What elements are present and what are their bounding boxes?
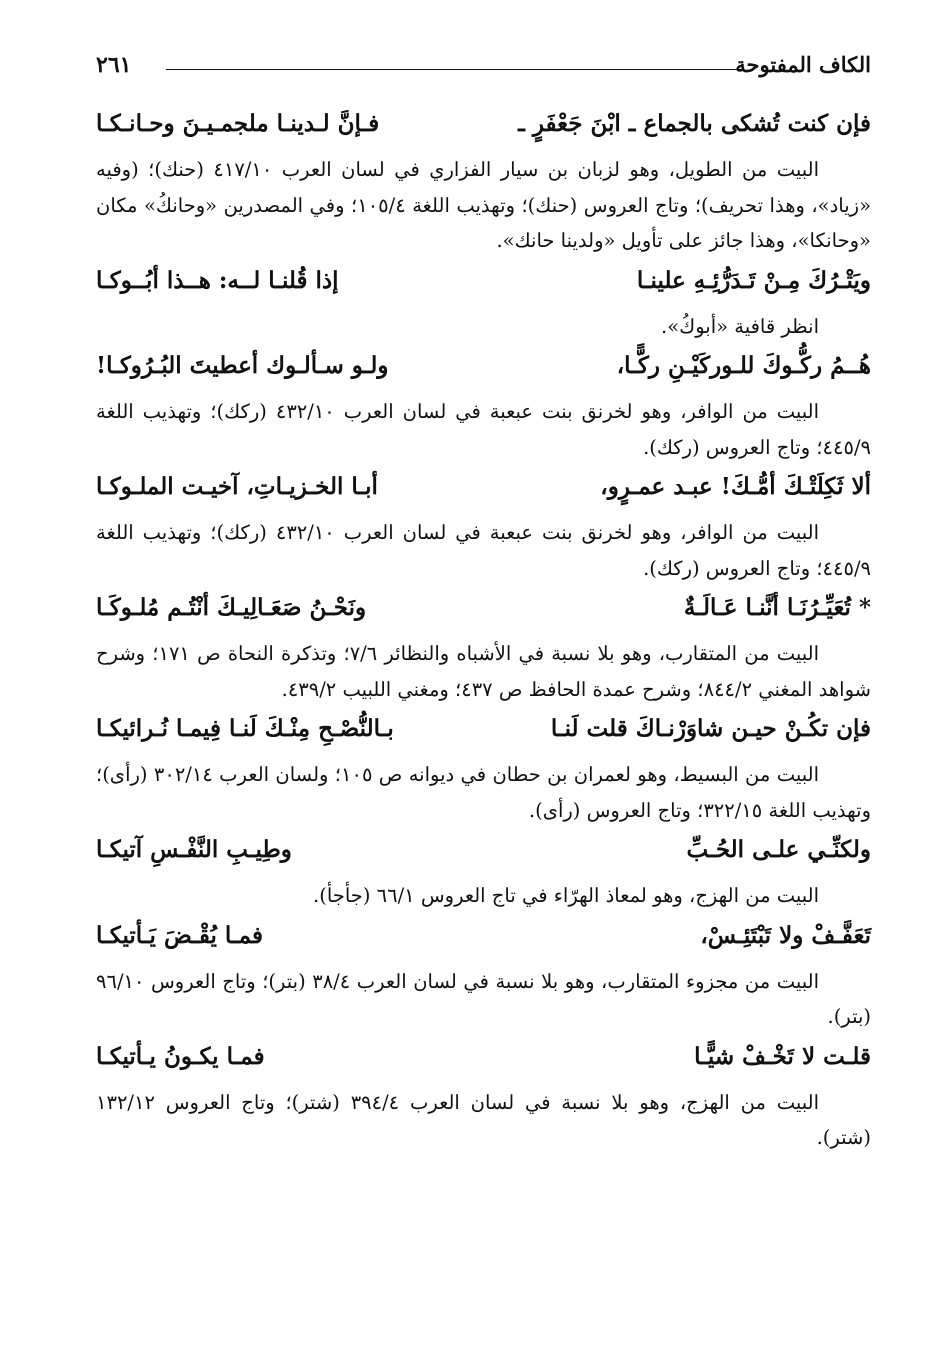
verse: [96, 106, 871, 152]
running-title: الكاف المفتوحة: [735, 52, 871, 77]
first-hemistich: ألا ثَكِلَتْـكَ أمُّـكَ! عبـد عمـرٍو،: [600, 473, 871, 500]
page-number: ٢٦١: [96, 52, 132, 78]
first-hemistich: فإن كنت تُشكى بالجماع ـ ابْنَ جَعْفَرٍ ـ: [518, 110, 871, 137]
verse: [96, 711, 871, 757]
verse-note: البيت من المتقارب، وهو بلا نسبة في الأشباه والنظائر ٧/٦؛ وتذكرة النحاة ص ١٧١؛ وشرح شواهد المغني ٨٤٤/٢؛ وشرح عمدة الحافظ ص ٤٣٧؛ ومغني اللبيب ٤٣٩/٢.: [96, 642, 871, 701]
page-header: [96, 52, 871, 82]
verse: [96, 1039, 871, 1085]
first-hemistich: قلـت لا تَخْـفْ شيًّـا: [694, 1042, 871, 1070]
verse-note: انظر قافية «أبوكُ».: [661, 314, 819, 338]
second-hemistich: فـإنَّ لـدينـا ملجمـيـنَ وحـانـكـا: [96, 110, 380, 137]
second-hemistich: ونَحْـنُ صَعَـالِيـكَ أنْتُـم مُلـوكَـا: [96, 594, 367, 621]
second-hemistich: بـالنُّصْـحِ مِنْـكَ لَنـا فِيمـا نُـرائيكـا: [96, 715, 394, 742]
verse: [96, 469, 871, 515]
verse: [96, 348, 871, 394]
verse: [96, 918, 871, 964]
verse: [96, 832, 871, 878]
second-hemistich: إذا قُلنـا لــه: هــذا أبُــوكـا: [96, 266, 339, 294]
first-hemistich: تَعَفَّـفْ ولا تَبْتَئِـسْ،: [700, 921, 871, 949]
verse-note: البيت من الوافر، وهو لخرنق بنت عبعبة في لسان العرب ٤٣٢/١٠ (ركك)؛ وتهذيب اللغة ٤٤٥/٩؛ وتاج العروس (ركك).: [96, 400, 871, 459]
verse-note: البيت من الطويل، وهو لزبان بن سيار الفزاري في لسان العرب ٤١٧/١٠ (حنك)؛ (وفيه «زياد»، وهذا تحريف)؛ وتاج العروس (حنك)؛ وتهذيب اللغة ١٠٥/٤؛ وفي المصدرين «وحانكُ» مكان «وحانكا»، وهذا جائز على تأويل «ولدينا حانك».: [96, 158, 872, 252]
header-rule: [166, 69, 743, 70]
first-hemistich: فإن تكُـنْ حيـن شاوَرْنـاكَ قلت لَنـا: [550, 715, 871, 742]
first-hemistich: ولكنِّـي علـى الحُـبِّ: [686, 836, 871, 863]
first-hemistich: ويَتْـرُكَ مِـنْ تَـدَرُّئِـهِ علينـا: [636, 266, 871, 294]
second-hemistich: أبـا الخـزيـاتِ، آخيـت الملـوكـا: [96, 473, 378, 500]
second-hemistich: فمـا يكـونُ يـأتيكـا: [96, 1042, 265, 1070]
second-hemistich: فمـا يُقْـضَ يَـأتيكـا: [96, 921, 263, 949]
second-hemistich: ولـو سـألـوك أعطيتَ البُـرُوكـا!: [96, 352, 389, 379]
second-hemistich: وطِيـبِ النَّفْـسِ آتيكـا: [96, 836, 292, 863]
verse-note: البيت من الهزج، وهو لمعاذ الهرّاء في تاج العروس ٦٦/١ (جأجأ).: [313, 884, 819, 907]
verse: [96, 590, 871, 636]
first-hemistich: هُــمُ ركُّـوكَ للـوركَيْـنِ ركًّـا،: [616, 352, 871, 379]
verse-note: البيت من البسيط، وهو لعمران بن حطان في ديوانه ص ١٠٥؛ ولسان العرب ٣٠٢/١٤ (رأى)؛ وتهذيب اللغة ٣٢٢/١٥؛ وتاج العروس (رأى).: [96, 763, 871, 822]
page-body: [96, 102, 871, 1158]
first-hemistich: * تُعَيِّـرُنَـا أنَّنـا عَـالَـةٌ: [683, 594, 871, 621]
verse-note: البيت من مجزوء المتقارب، وهو بلا نسبة في لسان العرب ٣٨/٤ (بتر)؛ وتاج العروس ٩٦/١٠ (بتر).: [96, 969, 871, 1028]
verse-note: البيت من الهزج، وهو بلا نسبة في لسان العرب ٣٩٤/٤ (شتر)؛ وتاج العروس ١٣٢/١٢ (شتر).: [96, 1090, 871, 1149]
verse: [96, 263, 871, 309]
verse-note: البيت من الوافر، وهو لخرنق بنت عبعبة في لسان العرب ٤٣٢/١٠ (ركك)؛ وتهذيب اللغة ٤٤٥/٩؛ وتاج العروس (ركك).: [96, 521, 871, 580]
